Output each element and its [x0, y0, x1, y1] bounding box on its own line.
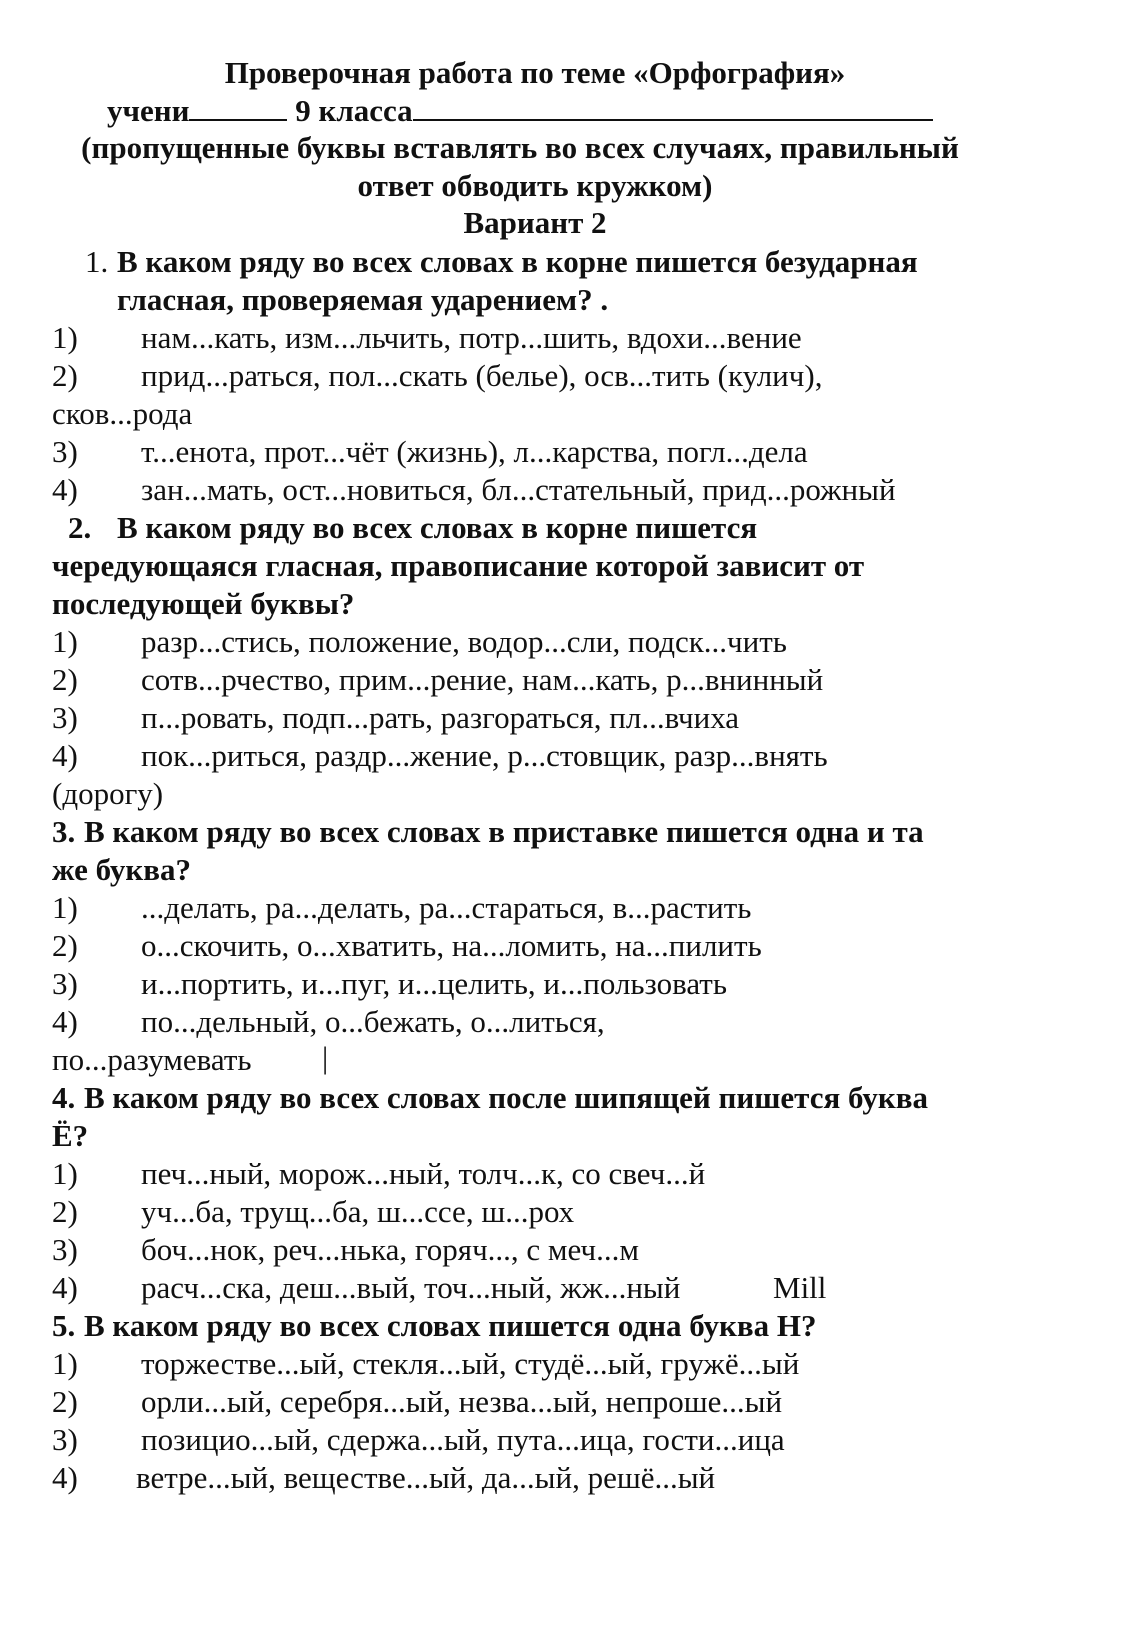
- option-text: позицио...ый, сдержа...ый, пута...ица, гости...ица: [141, 1422, 785, 1457]
- option-number: 1): [52, 624, 78, 659]
- option-number: 2): [52, 662, 78, 697]
- question-number: 3.: [52, 814, 76, 849]
- class-label: 9 класса: [295, 93, 413, 128]
- option-number: 1): [52, 890, 78, 925]
- option-number: 2): [52, 1384, 78, 1419]
- option-text-continued: по...разумевать: [52, 1042, 252, 1077]
- option-text: прид...раться, пол...скать (белье), осв...тить (кулич),: [141, 358, 823, 393]
- option-number: 3): [52, 1232, 78, 1267]
- option-text: зан...мать, ост...новиться, бл...стательный, прид...рожный: [141, 472, 896, 507]
- option-number: 3): [52, 700, 78, 735]
- option-text: орли...ый, серебря...ый, незва...ый, непроше...ый: [141, 1384, 783, 1419]
- option-number: 3): [52, 434, 78, 469]
- option-number: 2): [52, 1194, 78, 1229]
- option-text: торжестве...ый, стекля...ый, студё...ый, гружё...ый: [141, 1346, 800, 1381]
- question-text-line: гласная, проверяемая ударением? .: [117, 282, 609, 317]
- variant-label: Вариант 2: [463, 205, 607, 240]
- option-number: 4): [52, 472, 78, 507]
- student-ending-blank: [189, 119, 287, 121]
- option-text: пок...риться, раздр...жение, р...стовщик, разр...внять: [141, 738, 828, 773]
- question-text-line: чередующаяся гласная, правописание которой зависит от: [52, 548, 865, 583]
- question-text-line: В каком ряду во всех словах пишется одна буква Н?: [84, 1308, 817, 1343]
- option-number: 2): [52, 928, 78, 963]
- page-title: Проверочная работа по теме «Орфография»: [224, 55, 846, 90]
- option-text: печ...ный, морож...ный, толч...к, со свеч...й: [141, 1156, 706, 1191]
- option-text: разр...стись, положение, водор...сли, подск...чить: [141, 624, 787, 659]
- option-number: 4): [52, 738, 78, 773]
- question-number: 1.: [85, 244, 109, 279]
- question-text-line: Ё?: [52, 1118, 89, 1153]
- option-number: 2): [52, 358, 78, 393]
- option-number: 1): [52, 1346, 78, 1381]
- option-text: по...дельный, о...бежать, о...литься,: [141, 1004, 605, 1039]
- option-text-continued: сков...рода: [52, 396, 193, 431]
- option-text: сотв...рчество, прим...рение, нам...кать, р...внинный: [141, 662, 824, 697]
- question-text-line: В каком ряду во всех словах после шипящей пишется буква: [84, 1080, 928, 1115]
- question-number: 4.: [52, 1080, 76, 1115]
- option-number: 1): [52, 320, 78, 355]
- question-number: 2.: [68, 510, 92, 545]
- option-number: 3): [52, 966, 78, 1001]
- option-number: 4): [52, 1460, 78, 1495]
- handwritten-mark: |: [322, 1040, 329, 1075]
- option-text: и...портить, и...пуг, и...целить, и...пользовать: [141, 966, 727, 1001]
- student-line: [107, 93, 933, 129]
- option-text: п...ровать, подп...рать, разгораться, пл...вчиха: [141, 700, 740, 735]
- student-prefix: учени: [107, 93, 190, 128]
- option-text: ...делать, ра...делать, ра...стараться, в...растить: [141, 890, 752, 925]
- instruction-line-1: (пропущенные буквы вставлять во всех случаях, правильный: [81, 130, 959, 165]
- question-text-line: В каком ряду во всех словах в корне пишется безударная: [117, 244, 918, 279]
- stray-note: Mill: [773, 1270, 827, 1305]
- option-number: 4): [52, 1270, 78, 1305]
- option-text: уч...ба, трущ...ба, ш...ссе, ш...рох: [141, 1194, 575, 1229]
- option-text: о...скочить, о...хватить, на...ломить, на...пилить: [141, 928, 762, 963]
- option-text: боч...нок, реч...нька, горяч..., с меч...м: [141, 1232, 639, 1267]
- question-text-line: же буква?: [52, 852, 192, 887]
- student-name-blank: [413, 119, 933, 121]
- question-text-line: В каком ряду во всех словах в приставке пишется одна и та: [84, 814, 924, 849]
- option-text: нам...кать, изм...льчить, потр...шить, вдохи...вение: [141, 320, 802, 355]
- question-number: 5.: [52, 1308, 76, 1343]
- option-text: т...енота, прот...чёт (жизнь), л...карства, погл...дела: [141, 434, 808, 469]
- option-number: 3): [52, 1422, 78, 1457]
- option-text-continued: (дорогу): [52, 776, 164, 811]
- question-text-line: последующей буквы?: [52, 586, 355, 621]
- option-text: расч...ска, деш...вый, точ...ный, жж...ный: [141, 1270, 681, 1305]
- instruction-line-2: ответ обводить кружком): [357, 168, 713, 203]
- question-text-line: В каком ряду во всех словах в корне пишется: [117, 510, 758, 545]
- option-text: ветре...ый, веществе...ый, да...ый, решё...ый: [136, 1460, 716, 1495]
- option-number: 4): [52, 1004, 78, 1039]
- option-number: 1): [52, 1156, 78, 1191]
